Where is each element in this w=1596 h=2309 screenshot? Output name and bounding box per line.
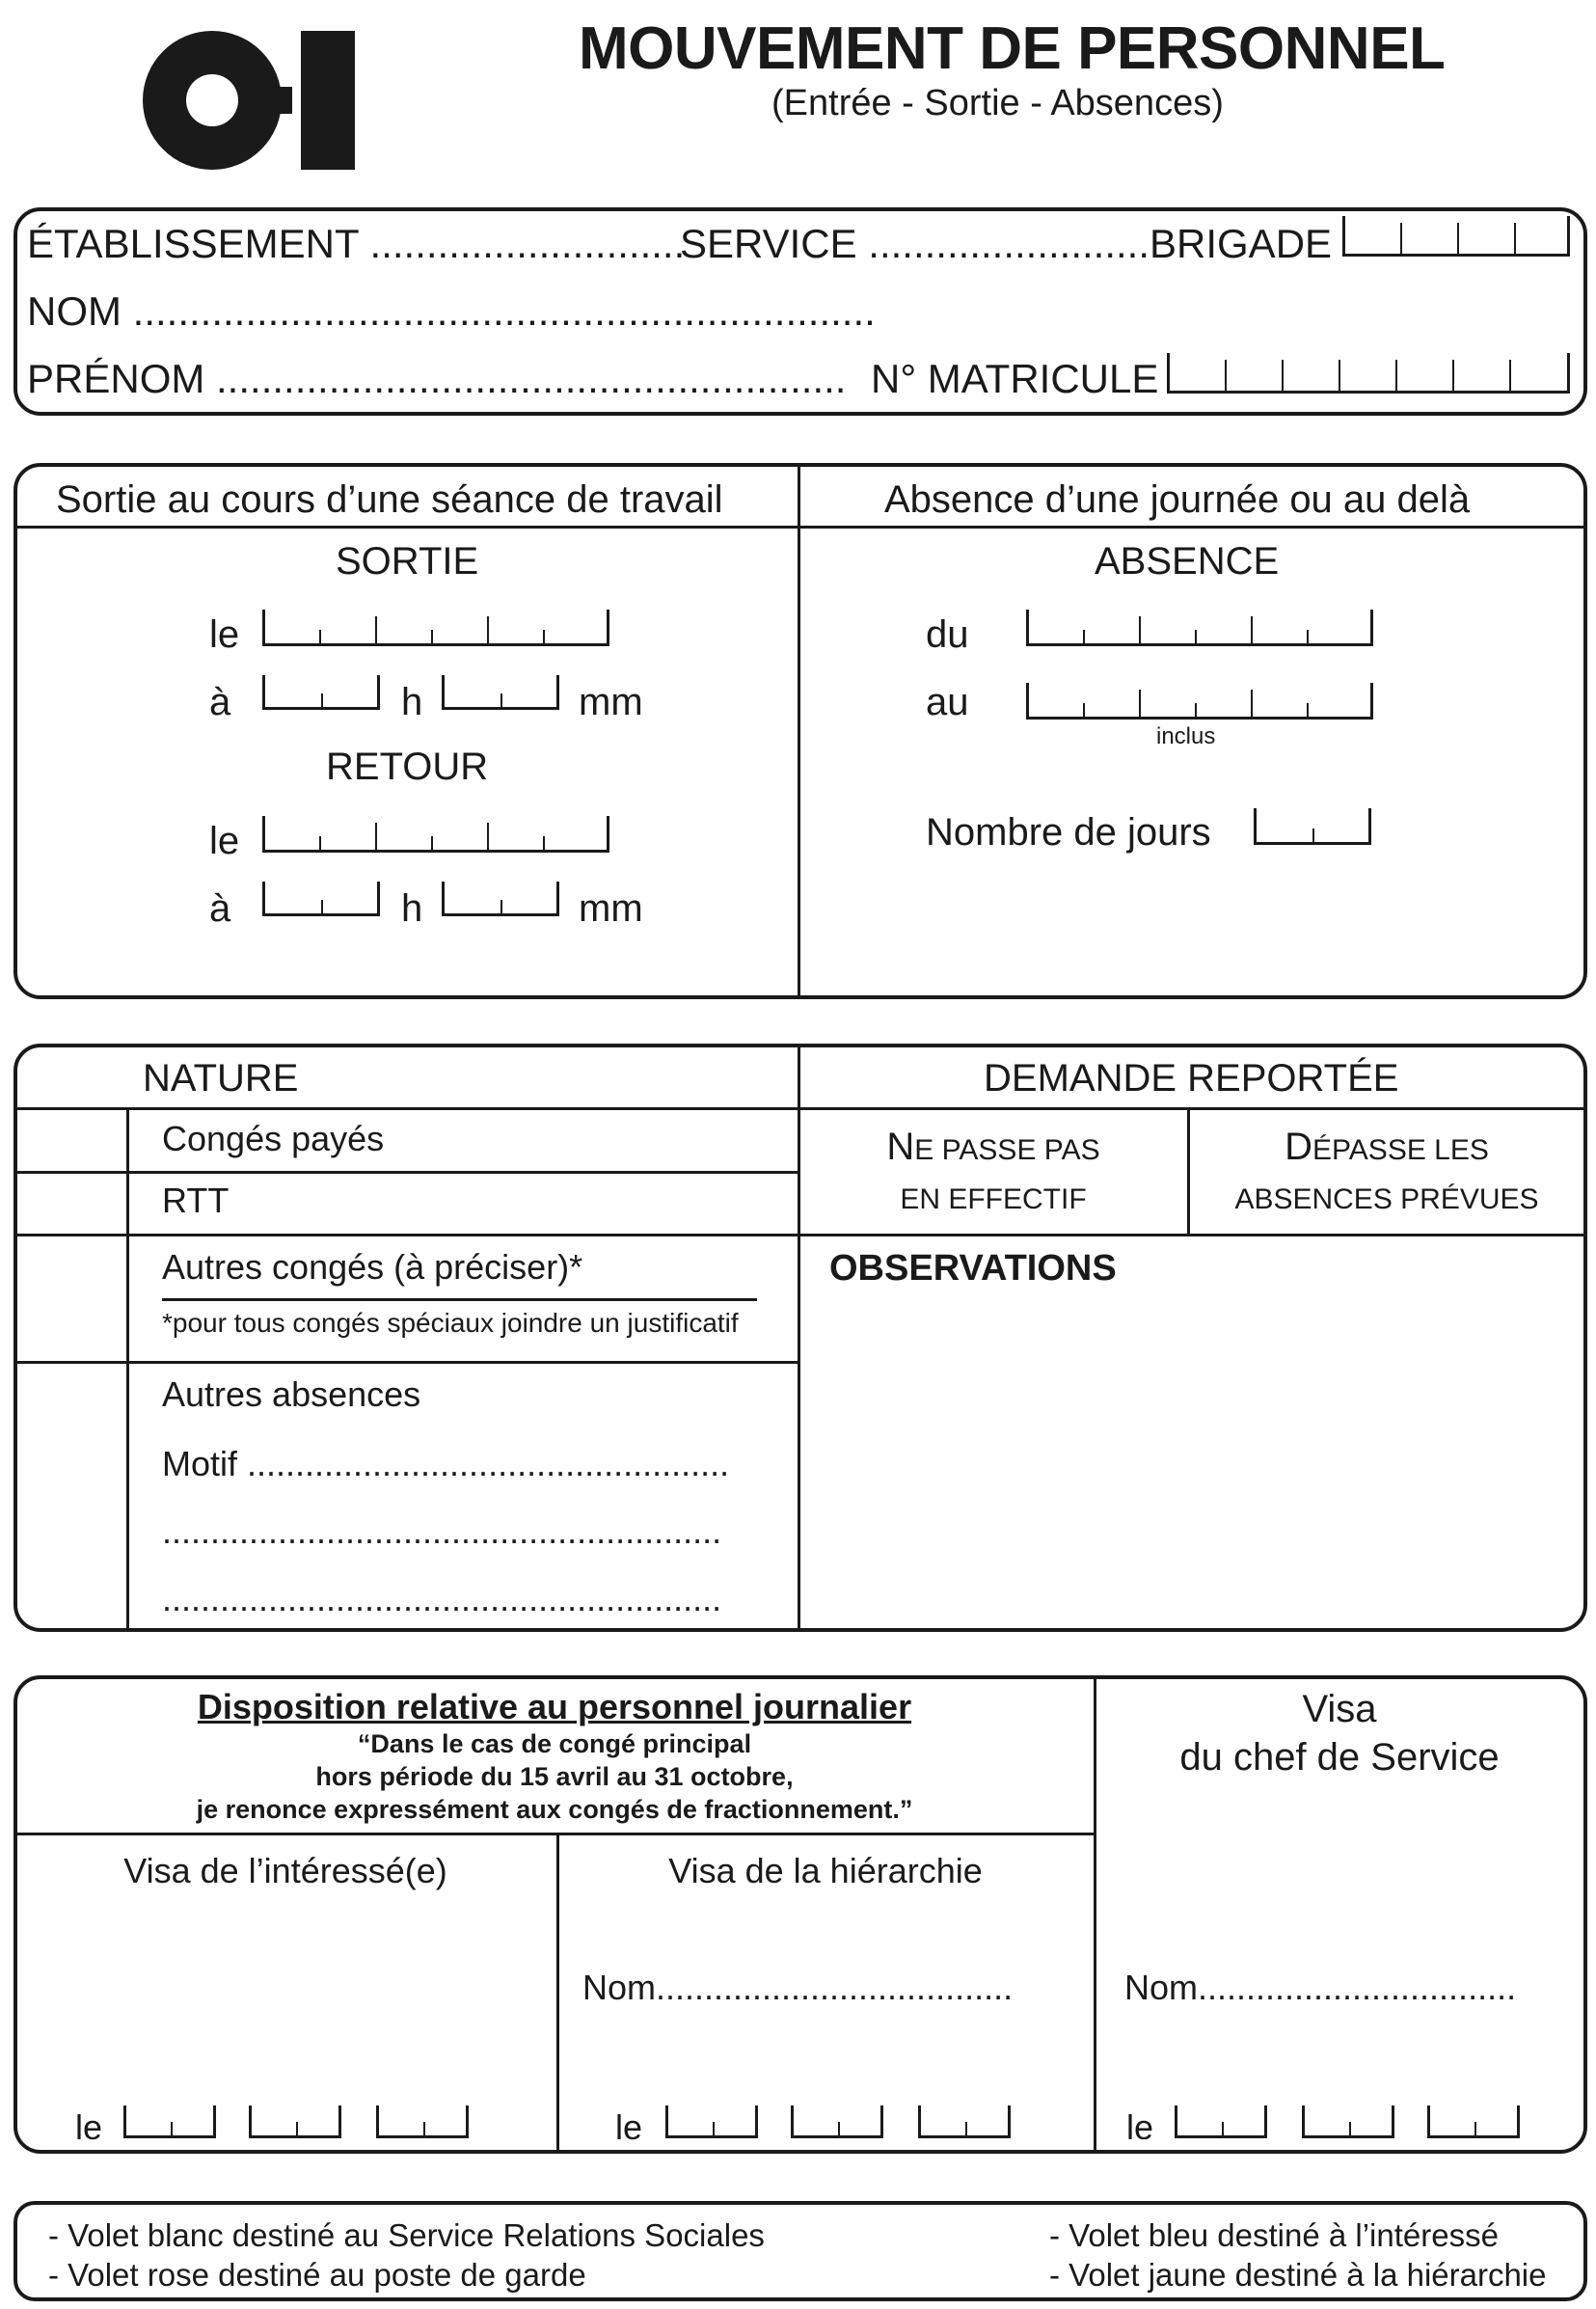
sortie-heading: SORTIE [336, 540, 479, 583]
ne-passe-line2: EN EFFECTIF [900, 1183, 1087, 1215]
retour-hour-comb[interactable] [262, 882, 380, 916]
demande-header: DEMANDE REPORTÉE [984, 1057, 1399, 1100]
visa-interesse-signature-area[interactable] [19, 1900, 550, 2093]
autres-conges-label: Autres congés (à préciser)* [162, 1247, 583, 1287]
disposition-line-3: je renonce expressément aux congés de fractionnement.” [196, 1795, 913, 1824]
le-label: le [209, 613, 240, 656]
matricule-comb-field[interactable] [1167, 353, 1570, 394]
h-label: h [401, 681, 423, 723]
visa-chef-label-1: Visa [1302, 1688, 1377, 1730]
depasse-cap: D [1285, 1126, 1312, 1168]
absence-au-comb[interactable] [1026, 683, 1373, 720]
visa-interesse-day-comb[interactable] [123, 2105, 216, 2138]
a-label: à [209, 887, 231, 930]
observations-heading: OBSERVATIONS [829, 1248, 1117, 1289]
divider [15, 1171, 799, 1174]
ne-passe-pas-option[interactable] [800, 1110, 1186, 1233]
le-label: le [615, 2107, 643, 2147]
logo [143, 27, 360, 174]
footer-volet-bleu: - Volet bleu destiné à l’intéressé [1049, 2217, 1499, 2253]
absence-du-comb[interactable] [1026, 610, 1373, 646]
nom-field[interactable]: NOM .................................................................. [27, 288, 876, 334]
le-label: le [209, 820, 240, 862]
retour-heading: RETOUR [326, 746, 489, 788]
matricule-label: N° MATRICULE [871, 356, 1159, 401]
justificatif-note: *pour tous congés spéciaux joindre un justificatif [162, 1308, 739, 1338]
page-title: MOUVEMENT DE PERSONNEL [579, 15, 1446, 82]
retour-minute-comb[interactable] [442, 882, 559, 916]
nombre-jours-label: Nombre de jours [926, 811, 1211, 854]
visa-chef-day-comb[interactable] [1175, 2105, 1267, 2138]
nom-chef-field[interactable]: Nom................................. [1124, 1968, 1517, 2007]
autres-conges-checkbox[interactable] [17, 1236, 125, 1360]
page-subtitle: (Entrée - Sortie - Absences) [771, 83, 1224, 123]
depasse-rest: ÉPASSE LES [1312, 1134, 1489, 1166]
divider [798, 465, 800, 997]
inclus-label: inclus [1156, 723, 1216, 749]
conges-payes-label: Congés payés [162, 1119, 385, 1158]
visa-chef-month-comb[interactable] [1302, 2105, 1394, 2138]
nature-header: NATURE [143, 1057, 299, 1100]
etablissement-field[interactable]: ÉTABLISSEMENT ............................ [27, 221, 686, 266]
visa-interesse-label: Visa de l’intéressé(e) [123, 1851, 447, 1890]
conges-payes-checkbox[interactable] [17, 1110, 125, 1170]
visa-chef-year-comb[interactable] [1427, 2105, 1520, 2138]
footer-volet-jaune: - Volet jaune destiné à la hiérarchie [1049, 2257, 1547, 2293]
visa-interesse-month-comb[interactable] [249, 2105, 341, 2138]
du-label: du [926, 613, 969, 656]
sortie-absence-section [14, 463, 1587, 999]
sortie-section-header: Sortie au cours d’une séance de travail [56, 478, 723, 521]
motif-line-3[interactable]: .......................................................... [162, 1579, 722, 1618]
o-i-logo-mark [143, 27, 360, 174]
visa-hierarchie-month-comb[interactable] [791, 2105, 883, 2138]
divider [15, 1833, 1096, 1835]
visa-interesse-year-comb[interactable] [376, 2105, 469, 2138]
depasse-absences-option[interactable] [1190, 1110, 1583, 1233]
visa-hierarchie-label: Visa de la hiérarchie [668, 1851, 983, 1890]
service-field[interactable]: SERVICE ......................... [680, 221, 1150, 266]
observations-area[interactable] [802, 1297, 1582, 1625]
visa-hierarchie-year-comb[interactable] [918, 2105, 1011, 2138]
divider [1094, 1677, 1096, 2152]
autres-absences-label: Autres absences [162, 1374, 421, 1414]
brigade-comb-field[interactable] [1342, 216, 1570, 257]
retour-date-comb[interactable] [262, 816, 609, 853]
depasse-line2: ABSENCES PRÉVUES [1234, 1183, 1539, 1215]
footer-volet-rose: - Volet rose destiné au poste de garde [48, 2257, 586, 2293]
a-label: à [209, 681, 231, 723]
nombre-jours-comb[interactable] [1254, 808, 1371, 845]
motif-field[interactable]: Motif .................................................. [162, 1444, 730, 1483]
mm-label: mm [579, 681, 643, 723]
footer-volet-blanc: - Volet blanc destiné au Service Relations Sociales [48, 2217, 765, 2253]
sortie-hour-comb[interactable] [262, 675, 380, 710]
absence-heading: ABSENCE [1095, 540, 1280, 583]
rtt-label: RTT [162, 1181, 230, 1220]
divider [126, 1107, 129, 1630]
brigade-label: BRIGADE [1150, 221, 1333, 266]
divider [15, 1234, 1585, 1236]
absence-section-header: Absence d’une journée ou au delà [884, 478, 1471, 521]
visa-chef-label-2: du chef de Service [1179, 1736, 1500, 1779]
divider [556, 1833, 559, 2152]
disposition-line-1: “Dans le cas de congé principal [357, 1729, 752, 1758]
divider [15, 526, 1585, 529]
sortie-minute-comb[interactable] [442, 675, 559, 710]
disposition-line-2: hors période du 15 avril au 31 octobre, [315, 1762, 794, 1791]
divider [162, 1298, 757, 1301]
sortie-date-comb[interactable] [262, 610, 609, 646]
nom-hierarchie-field[interactable]: Nom..................................... [582, 1968, 1014, 2007]
disposition-title: Disposition relative au personnel journalier [197, 1687, 912, 1726]
le-label: le [1126, 2107, 1154, 2147]
ne-passe-rest: E PASSE PAS [914, 1134, 1100, 1166]
le-label: le [75, 2107, 103, 2147]
autres-absences-checkbox[interactable] [17, 1364, 125, 1628]
divider [15, 1361, 799, 1364]
ne-passe-cap: N [886, 1126, 915, 1168]
motif-line-2[interactable]: .......................................................... [162, 1511, 722, 1551]
prenom-field[interactable]: PRÉNOM ........................................................ [27, 356, 847, 401]
visa-hierarchie-day-comb[interactable] [665, 2105, 758, 2138]
rtt-checkbox[interactable] [17, 1174, 125, 1233]
mm-label: mm [579, 887, 643, 930]
au-label: au [926, 681, 969, 723]
h-label: h [401, 887, 423, 930]
